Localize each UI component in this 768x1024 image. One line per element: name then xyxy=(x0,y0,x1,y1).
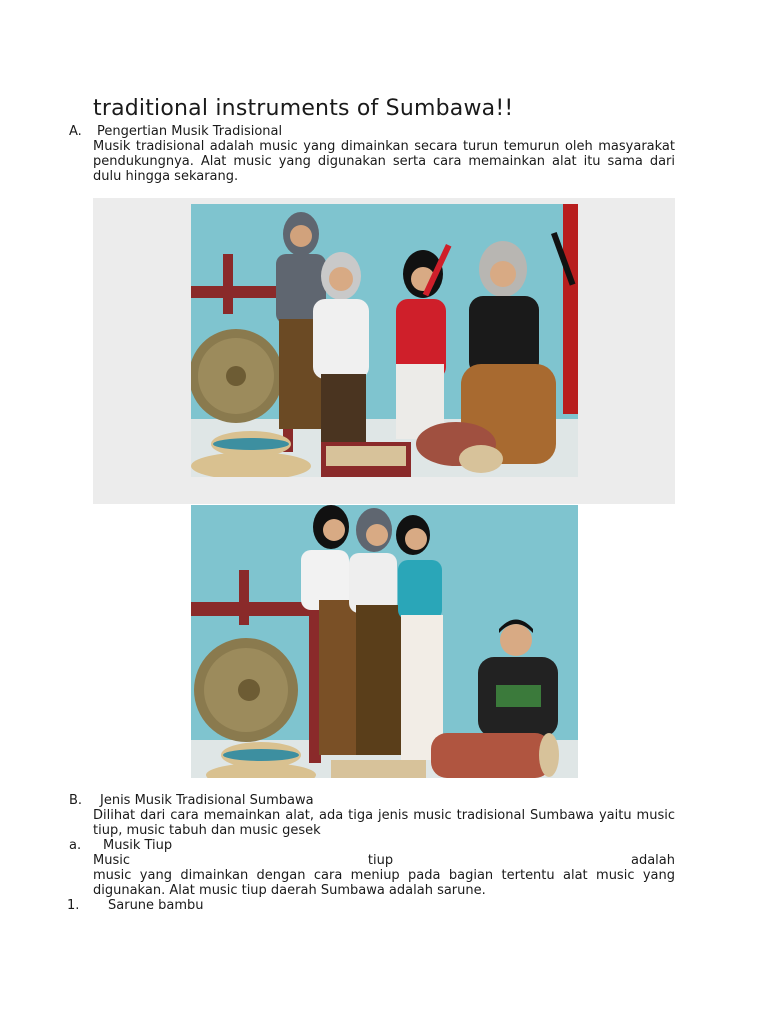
section-a-marker: A. xyxy=(69,124,82,139)
item-1-marker: 1. xyxy=(67,898,80,913)
photo-group-with-instruments xyxy=(191,505,578,778)
sub-a-heading: Musik Tiup xyxy=(103,838,173,853)
photo-women-dancing xyxy=(191,204,578,477)
sub-a-body: music yang dimainkan dengan cara meniup pada bagian tertentu alat music yang digunakan. Alat music tiup daerah Sumbawa adalah sarune. xyxy=(93,868,675,898)
sub-a-word-3: adalah xyxy=(630,853,675,868)
page-title: traditional instruments of Sumbawa!! xyxy=(93,96,514,121)
section-a-heading: Pengertian Musik Tradisional xyxy=(97,124,283,139)
section-b-marker: B. xyxy=(69,793,83,808)
sub-a-marker: a. xyxy=(69,838,82,853)
section-b-body: Dilihat dari cara memainkan alat, ada tiga jenis music tradisional Sumbawa yaitu music tiup, music tabuh dan music gesek xyxy=(93,808,675,838)
sub-a-word-2: tiup xyxy=(367,853,394,868)
item-1-label: Sarune bambu xyxy=(108,898,204,913)
sub-a-word-1: Music xyxy=(93,853,130,868)
sub-a-first-line xyxy=(93,853,675,868)
section-b-heading: Jenis Musik Tradisional Sumbawa xyxy=(100,793,314,808)
section-a-body: Musik tradisional adalah music yang dimainkan secara turun temurun oleh masyarakat pendukungnya. Alat music yang digunakan serta cara memainkan alat itu sama dari dulu hingga sekarang. xyxy=(93,139,675,184)
